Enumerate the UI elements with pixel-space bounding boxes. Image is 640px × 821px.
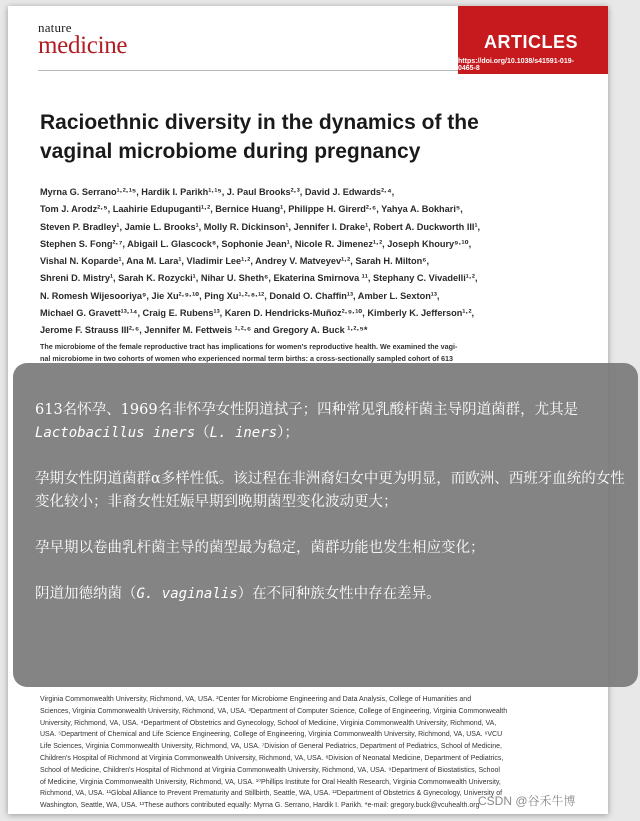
summary-point-2: 孕期女性阴道菌群α多样性低。该过程在非洲裔妇女中更为明显，而欧洲、西班牙血统的女性变化较小；非裔女性妊娠早期到晚期菌型变化波动更大；: [35, 471, 625, 510]
summary-text: 阴道加德纳菌（: [35, 586, 137, 602]
summary-point-3: 孕早期以卷曲乳杆菌主导的菌型最为稳定，菌群功能也发生相应变化；: [35, 540, 485, 556]
journal-logo: [38, 22, 127, 58]
author-line: Jerome F. Strauss III²·⁶, Jennifer M. Fettweis ¹·²·⁶ and Gregory A. Buck ¹·²·⁵*: [40, 325, 368, 336]
author-line: Shreni D. Mistry¹, Sarah K. Rozycki¹, Nihar U. Sheth⁶, Ekaterina Smirnova ¹¹, Stephany C. Vivadelli¹·²,: [40, 273, 478, 284]
summary-overlay: [13, 363, 638, 687]
summary-text: ）在不同种族女性中存在差异。: [237, 586, 441, 602]
title-line-2: vaginal microbiome during pregnancy: [40, 140, 421, 163]
journal-name-medicine: medicine: [38, 32, 128, 59]
section-tab: [458, 6, 608, 74]
affiliation-line: of Medicine, Virginia Commonwealth University, Richmond, VA, USA. ¹⁰Phillips Institute for Oral Health Research, Virginia Commonwealth University,: [40, 778, 501, 786]
watermark: CSDN @谷禾牛博: [478, 794, 576, 808]
author-line: Stephen S. Fong²·⁷, Abigail L. Glascock⁸, Sophonie Jean¹, Nicole R. Jimenez¹·², Joseph Khoury⁹·¹⁰,: [40, 238, 472, 249]
author-list: [40, 184, 580, 340]
journal-name-nature: nature: [38, 20, 72, 35]
affiliation-line: Children's Hospital of Richmond at Virginia Commonwealth University, Richmond, VA, USA. ⁸Division of Neonatal Medicine, Department of Pediatrics,: [40, 754, 504, 762]
affiliation-line: Washington, Seattle, WA, USA. ¹³These authors contributed equally: Myrna G. Serrano, Hardik I. Parikh. *e-mail: gregory.buck@vcuhealth.org: [40, 802, 480, 810]
author-line: Steven P. Bradley¹, Jamie L. Brooks¹, Molly R. Dickinson¹, Jennifer I. Drake¹, Robert A. Duckworth III¹,: [40, 221, 481, 232]
affiliation-line: USA. ⁵Department of Chemical and Life Science Engineering, College of Engineering, Virginia Commonwealth University, Richmond, VA, USA. ⁶VCU: [40, 731, 503, 739]
summary-text: （: [195, 425, 210, 441]
author-line: Tom J. Arodz²·⁵, Laahirie Edupuganti¹·², Bernice Huang¹, Philippe H. Girerd²·⁶, Yahya A. Bokhari⁵,: [40, 204, 463, 215]
article-title: [40, 108, 560, 166]
abstract: [40, 341, 580, 365]
abstract-line: nal microbiome in two cohorts of women who experienced normal term births: a cross-sectionally sampled cohort of 613: [40, 354, 453, 363]
title-line-1: Racioethnic diversity in the dynamics of the: [40, 111, 479, 134]
species-name: G. vaginalis: [136, 586, 238, 602]
summary-text: ）；: [277, 425, 299, 441]
summary-point-4: [35, 583, 626, 606]
species-abbreviation: L. iners: [209, 425, 278, 441]
species-name: Lactobacillus iners: [35, 425, 196, 441]
abstract-line: The microbiome of the female reproductive tract has implications for women's reproductive health. We examined the vagi-: [40, 342, 458, 351]
affiliation-line: Life Sciences, Virginia Commonwealth University, Richmond, VA, USA. ⁷Division of General Pediatrics, Department of Pediatrics, School of Medicine,: [40, 743, 503, 751]
summary-point-1: [35, 399, 626, 445]
author-line: Vishal N. Koparde¹, Ana M. Lara¹, Vladimir Lee¹·², Andrey V. Matveyev¹·², Sarah H. Milton⁶,: [40, 256, 429, 267]
author-line: Michael G. Gravett¹³·¹⁴, Craig E. Rubens¹³, Karen D. Hendricks-Muñoz²·⁹·¹⁰, Kimberly K. Jefferson¹·²,: [40, 308, 475, 319]
affiliation-line: Sciences, Virginia Commonwealth University, Richmond, VA, USA. ³Department of Computer Science, College of Engineering, Virginia Commonwealth: [40, 707, 508, 715]
section-label: ARTICLES: [484, 32, 578, 52]
affiliation-line: School of Medicine, Children's Hospital of Richmond at Virginia Commonwealth University, Richmond, VA, USA. ⁹Department of Biostatistics, School: [40, 766, 500, 774]
affiliation-line: University, Richmond, VA, USA. ⁴Department of Obstetrics and Gynecology, School of Medicine, Virginia Commonwealth University, Richmond, VA,: [40, 719, 497, 727]
affiliation-line: Richmond, VA, USA. ¹¹Global Alliance to Prevent Prematurity and Stillbirth, Seattle, WA, USA. ¹²Department of Obstetrics & Gynecology, University of: [40, 790, 503, 798]
doi-link[interactable]: https://doi.org/10.1038/s41591-019-0465-8: [458, 58, 574, 72]
affiliation-line: Virginia Commonwealth University, Richmond, VA, USA. ²Center for Microbiome Engineering and Data Analysis, College of Humanities and: [40, 696, 472, 703]
author-line: N. Romesh Wijesooriya⁹, Jie Xu²·⁹·¹⁰, Ping Xu¹·²·⁸·¹², Donald O. Chaffin¹³, Amber L. Sexton¹³,: [40, 290, 440, 301]
author-line: Myrna G. Serrano¹·²·¹⁵, Hardik I. Parikh¹·¹⁵, J. Paul Brooks²·³, David J. Edwards²·⁴,: [40, 187, 395, 197]
summary-text: 613名怀孕、1969名非怀孕女性阴道拭子；四种常见乳酸杆菌主导阴道菌群，尤其是: [35, 402, 579, 418]
